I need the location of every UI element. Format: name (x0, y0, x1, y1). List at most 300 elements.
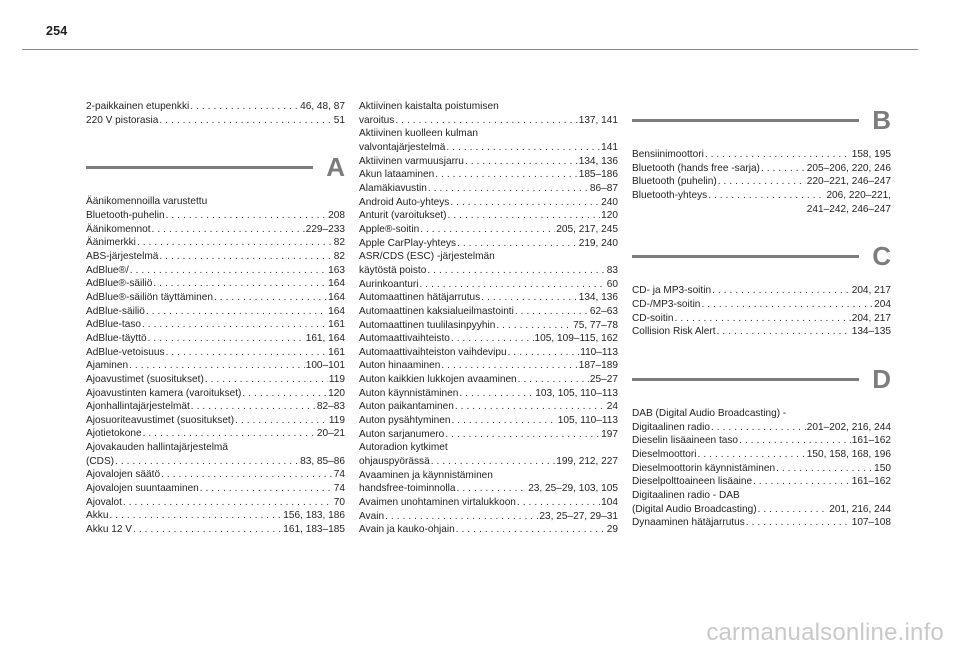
leader-dots (701, 298, 873, 312)
section-a-continued-entries (359, 100, 618, 537)
entry-pages: 23, 25–27, 29–31 (539, 510, 618, 522)
index-entry (86, 223, 345, 237)
entry-line (632, 434, 891, 448)
entry-term: 220 V pistorasia (86, 114, 159, 126)
section-d-entries (632, 407, 891, 530)
entry-term: Automaattinen kaksialueilmastointi (359, 305, 514, 317)
entry-line (632, 325, 891, 339)
entry-term: Bluetooth-yhteys (632, 189, 708, 201)
entry-term: Dieselmoottori (632, 448, 697, 460)
entry-line (359, 414, 618, 428)
entry-term: Bluetooth (puhelin) (632, 176, 717, 188)
leader-dots (428, 182, 589, 196)
entry-term: Äänikomennoilla varustettu (86, 196, 208, 208)
entry-term: Aktiivinen kuolleen kulman (359, 128, 478, 140)
entry-pages: 161 (328, 346, 345, 358)
index-entry (359, 223, 618, 237)
leader-dots (205, 373, 328, 387)
index-entry (86, 441, 345, 468)
entry-line (86, 523, 345, 537)
leader-dots (142, 318, 327, 332)
entry-term: Avain (359, 510, 385, 522)
leader-dots (129, 359, 305, 373)
entry-line (86, 250, 345, 264)
entry-pages: 161–162 (851, 435, 891, 447)
entry-pages: 82 (333, 237, 345, 249)
index-entry (359, 400, 618, 414)
entry-line (359, 305, 618, 319)
entry-pages: 74 (333, 483, 345, 495)
entry-pages: 150, 158, 168, 196 (806, 448, 891, 460)
pre-entries (86, 100, 345, 127)
entry-term: Apple CarPlay-yhteys (359, 237, 457, 249)
entry-term: (CDS) (86, 455, 115, 467)
index-entry (86, 373, 345, 387)
entry-term: AdBlue®/ (86, 264, 129, 276)
entry-term: Collision Risk Alert (632, 326, 716, 338)
entry-line (359, 373, 618, 387)
leader-dots (455, 400, 606, 414)
entry-pages: 219, 240 (578, 237, 618, 249)
entry-pages: 158, 195 (851, 149, 891, 160)
entry-term-line (359, 100, 618, 114)
index-entry (86, 400, 345, 414)
entry-pages: 199, 212, 227 (556, 456, 618, 468)
entry-pages: 82–83 (316, 401, 345, 413)
section-c-entries (632, 284, 891, 339)
index-entry (86, 346, 345, 360)
entry-pages: 20–21 (316, 428, 345, 440)
entry-line (359, 291, 618, 305)
index-entry (632, 175, 891, 189)
entry-term: Auton paikantaminen (359, 401, 454, 413)
entry-term: Auton kaikkien lukkojen avaaminen (359, 374, 517, 386)
entry-line (86, 223, 345, 237)
entry-line (86, 114, 345, 128)
entry-line (359, 510, 618, 524)
entry-pages: 24 (606, 401, 618, 413)
entry-pages: 105, 109–115, 162 (534, 333, 618, 345)
entry-term: Alamäkiavustin (359, 182, 427, 194)
entry-term: Auton käynnistäminen (359, 387, 459, 399)
leader-dots (427, 264, 605, 278)
leader-dots (517, 496, 600, 510)
entry-line (86, 209, 345, 223)
index-entry (359, 209, 618, 223)
index-entry (86, 305, 345, 319)
entry-pages: 208 (328, 209, 345, 221)
section-header-b (632, 100, 891, 140)
leader-dots (445, 428, 600, 442)
entry-line (359, 155, 618, 169)
index-entry (359, 127, 618, 154)
entry-pages: 86–87 (589, 182, 618, 194)
leader-dots (166, 209, 328, 223)
leader-dots (159, 250, 332, 264)
index-entry (86, 523, 345, 537)
entry-term-line (359, 250, 618, 264)
leader-dots (395, 114, 577, 128)
index-entry (632, 475, 891, 489)
section-rule (632, 255, 859, 258)
index-entry (359, 387, 618, 401)
entry-line (86, 455, 345, 469)
entry-term: AdBlue-taso (86, 319, 141, 331)
index-entry (86, 291, 345, 305)
entry-term: AdBlue-säiliö (86, 305, 145, 317)
entry-term: Dieselpolttoaineen lisäaine (632, 476, 753, 488)
entry-term: Aurinkoanturi (359, 278, 419, 290)
leader-dots (481, 291, 578, 305)
entry-term: Avaimen unohtaminen virtalukkoon (359, 497, 516, 509)
entry-term: Ajoavustinten kamera (varoitukset) (86, 387, 242, 399)
entry-term: Akun lataaminen (359, 169, 435, 181)
index-entry (86, 236, 345, 250)
index-column-3 (632, 100, 891, 530)
index-entry (359, 428, 618, 442)
entry-term: Anturit (varoitukset) (359, 210, 447, 222)
index-entry (632, 325, 891, 339)
entry-term: Dieselmoottorin käynnistäminen (632, 462, 776, 474)
section-letter: A (326, 152, 345, 183)
index-entry (359, 182, 618, 196)
section-letter: D (872, 363, 891, 394)
entry-term: valvontajärjestelmä (359, 141, 446, 153)
entry-line (632, 462, 891, 476)
entry-line (359, 182, 618, 196)
entry-term: Bluetooth (hands free -sarja) (632, 162, 760, 174)
entry-term: CD- ja MP3-soitin (632, 285, 712, 297)
entry-pages: 137, 141 (578, 114, 618, 126)
entry-term: ohjauspyörässä (359, 456, 430, 468)
leader-dots (441, 359, 577, 373)
entry-term: Auton sarjanumero (359, 428, 445, 440)
entry-term: Ajovalot (86, 496, 122, 508)
index-entry (359, 510, 618, 524)
index-entry (359, 332, 618, 346)
top-divider (22, 49, 918, 50)
entry-term: handsfree-toiminnolla (359, 483, 456, 495)
entry-pages: 83, 85–86 (300, 455, 345, 467)
entry-term-line (359, 441, 618, 455)
leader-dots (739, 434, 851, 448)
entry-term: Auton hinaaminen (359, 360, 441, 372)
entry-pages: 46, 48, 87 (300, 101, 345, 112)
index-column-2 (359, 100, 618, 537)
entry-line (86, 414, 345, 428)
entry-term: ABS-järjestelmä (86, 250, 159, 262)
section-rule (632, 119, 859, 122)
entry-term: CD-soitin (632, 312, 674, 324)
leader-dots (431, 455, 556, 469)
entry-pages: 100–101 (305, 360, 345, 372)
entry-line (359, 319, 618, 333)
leader-dots (152, 223, 305, 237)
index-entry (86, 509, 345, 523)
entry-pages: 107–108 (851, 517, 891, 529)
leader-dots (451, 332, 534, 346)
entry-pages: 120 (328, 387, 345, 399)
entry-line (86, 359, 345, 373)
entry-line (359, 141, 618, 155)
leader-dots (508, 346, 580, 360)
section-a-entries (86, 195, 345, 536)
leader-dots (708, 189, 825, 203)
leader-dots (746, 516, 851, 530)
entry-term: Aktiivinen varmuusjarru (359, 155, 464, 167)
entry-term: Avain ja kauko-ohjain (359, 524, 455, 536)
entry-pages: 197 (601, 428, 618, 440)
index-entry (86, 277, 345, 291)
entry-line (86, 482, 345, 496)
leader-dots (515, 305, 589, 319)
entry-line (86, 400, 345, 414)
entry-pages: 104 (601, 497, 618, 509)
entry-pages: 161, 164 (305, 332, 345, 344)
leader-dots (446, 141, 600, 155)
entry-pages: 161 (328, 319, 345, 331)
index-entry (632, 489, 891, 516)
entry-term: Apple®-soitin (359, 223, 420, 235)
index-entry (86, 468, 345, 482)
leader-dots (712, 284, 851, 298)
entry-term: Ajovalojen säätö (86, 469, 161, 481)
section-header-d (632, 359, 891, 399)
entry-pages: 185–186 (578, 169, 618, 181)
leader-dots (518, 373, 589, 387)
entry-term: Ajonhallintajärjestelmät (86, 401, 190, 413)
entry-term: Ajoavustimet (suositukset) (86, 373, 204, 385)
entry-term: Dynaaminen hätäjarrutus (632, 517, 745, 529)
leader-dots (448, 209, 601, 223)
section-header-a (86, 147, 345, 187)
section-rule (86, 166, 313, 169)
section-b-entries (632, 148, 891, 216)
entry-pages: 119 (328, 373, 345, 385)
entry-pages: 164 (328, 278, 345, 290)
index-entry (86, 427, 345, 441)
index-entry (359, 441, 618, 468)
entry-pages: 103, 105, 110–113 (535, 387, 618, 399)
entry-term: Auton pysähtyminen (359, 415, 451, 427)
index-entry (632, 448, 891, 462)
entry-term: Android Auto-yhteys (359, 196, 450, 208)
leader-dots (718, 175, 806, 189)
entry-pages: 119 (328, 414, 345, 426)
index-entry (86, 114, 345, 128)
index-entry (632, 148, 891, 162)
entry-term-line (632, 407, 891, 421)
entry-line (632, 284, 891, 298)
entry-term: Dieselin lisäaineen taso (632, 435, 739, 447)
entry-term-line (86, 441, 345, 455)
leader-dots (451, 414, 556, 428)
leader-dots (166, 346, 328, 360)
entry-line (86, 332, 345, 346)
leader-dots (776, 462, 873, 476)
entry-line (359, 359, 618, 373)
entry-term: Automaattivaihteiston vaihdevipu (359, 346, 507, 358)
entry-pages: 29 (606, 524, 618, 536)
leader-dots (450, 196, 600, 210)
index-entry (632, 462, 891, 476)
entry-line (359, 223, 618, 237)
entry-term: Autoradion kytkimet (359, 442, 448, 454)
entry-line (86, 291, 345, 305)
entry-line (359, 387, 618, 401)
entry-line (632, 503, 891, 517)
entry-pages: 60 (606, 278, 618, 290)
entry-term-line (632, 489, 891, 503)
leader-dots (214, 291, 327, 305)
entry-line (359, 114, 618, 128)
entry-line (632, 516, 891, 530)
entry-pages: 164 (328, 291, 345, 303)
entry-pages: 74 (333, 469, 345, 481)
entry-pages: 150 (874, 462, 891, 474)
leader-dots (459, 387, 534, 401)
entry-line (632, 148, 891, 162)
index-entry (359, 469, 618, 496)
entry-line (632, 189, 891, 203)
leader-dots (200, 482, 333, 496)
leader-dots (159, 114, 332, 128)
entry-term: Digitaalinen radio - DAB (632, 489, 740, 501)
entry-term-line (86, 195, 345, 209)
entry-term: Automaattinen hätäjarrutus (359, 292, 481, 304)
leader-dots (242, 387, 327, 401)
entry-line (359, 237, 618, 251)
entry-line (86, 100, 345, 114)
entry-pages-continued: 241–242, 246–247 (806, 203, 891, 215)
entry-line (632, 421, 891, 435)
index-entry (359, 346, 618, 360)
entry-term: ASR/CDS (ESC) -järjestelmän (359, 251, 495, 263)
index-entry (359, 250, 618, 277)
leader-dots (190, 100, 299, 114)
entry-term: 2-paikkainen etupenkki (86, 101, 190, 112)
leader-dots (711, 421, 806, 435)
index-entry (359, 305, 618, 319)
entry-term: Äänimerkki (86, 237, 136, 249)
index-entry (86, 414, 345, 428)
index-entry (359, 196, 618, 210)
entry-line (359, 523, 618, 537)
leader-dots (435, 168, 578, 182)
entry-line (359, 196, 618, 210)
entry-line (359, 332, 618, 346)
entry-line (86, 277, 345, 291)
entry-pages: 206, 220–221, (826, 189, 891, 201)
entry-term-line (359, 127, 618, 141)
leader-dots (137, 236, 333, 250)
leader-dots (456, 523, 606, 537)
entry-pages: 110–113 (580, 346, 618, 358)
entry-line (86, 346, 345, 360)
entry-term: Ajosuoriteavustimet (suositukset) (86, 414, 235, 426)
leader-dots (109, 509, 282, 523)
entry-pages: 161, 183–185 (283, 524, 345, 536)
entry-term: varoitus (359, 114, 395, 126)
entry-pages: 187–189 (578, 360, 618, 372)
leader-dots (130, 264, 327, 278)
entry-term: Ajovalojen suuntaaminen (86, 483, 199, 495)
leader-dots (148, 332, 305, 346)
entry-line (86, 387, 345, 401)
index-entry (359, 359, 618, 373)
entry-term: DAB (Digital Audio Broadcasting) - (632, 407, 787, 419)
entry-line (86, 427, 345, 441)
index-entry (359, 100, 618, 127)
section-header-c (632, 236, 891, 276)
entry-line (359, 168, 618, 182)
entry-pages: 120 (601, 210, 618, 222)
entry-pages: 204, 217 (851, 285, 891, 297)
index-entry (632, 189, 891, 216)
index-entry (359, 319, 618, 333)
leader-dots (698, 448, 806, 462)
index-entry (632, 516, 891, 530)
index-entry (359, 496, 618, 510)
entry-line (359, 209, 618, 223)
entry-pages: 83 (606, 264, 618, 276)
leader-dots (675, 312, 851, 326)
entry-term: AdBlue®-säiliö (86, 278, 153, 290)
entry-pages: 75, 77–78 (573, 319, 618, 331)
entry-term: (Digital Audio Broadcasting) (632, 503, 757, 515)
entry-pages: 205–206, 220, 246 (806, 162, 891, 174)
entry-line (86, 264, 345, 278)
leader-dots (457, 237, 578, 251)
leader-dots (457, 482, 528, 496)
entry-pages: 25–27 (589, 374, 618, 386)
entry-pages: 229–233 (305, 223, 345, 235)
entry-line (359, 428, 618, 442)
section-letter: B (872, 105, 891, 135)
index-entry (86, 332, 345, 346)
entry-pages: 201, 216, 244 (829, 503, 891, 515)
index-entry (359, 523, 618, 537)
index-entry (632, 434, 891, 448)
index-entry (359, 373, 618, 387)
leader-dots (496, 319, 572, 333)
entry-pages: 134, 136 (578, 292, 618, 304)
entry-line (359, 346, 618, 360)
index-entry (359, 291, 618, 305)
index-entry (86, 195, 345, 222)
entry-pages: 134, 136 (578, 155, 618, 167)
entry-pages: 51 (333, 114, 345, 126)
entry-line (359, 496, 618, 510)
leader-dots (161, 468, 333, 482)
entry-pages: 134–135 (851, 326, 891, 338)
leader-dots (133, 523, 282, 537)
entry-line (632, 475, 891, 489)
leader-dots (146, 305, 327, 319)
entry-pages: 62–63 (589, 305, 618, 317)
entry-line (86, 305, 345, 319)
entry-term: Ajaminen (86, 360, 129, 372)
index-entry (86, 100, 345, 114)
index-entry (359, 237, 618, 251)
index-entry (632, 162, 891, 176)
entry-line (86, 468, 345, 482)
entry-term: Digitaalinen radio (632, 421, 710, 433)
entry-pages: 204, 217 (851, 312, 891, 324)
entry-line (86, 373, 345, 387)
entry-term: AdBlue®-säiliön täyttäminen (86, 291, 213, 303)
entry-term: Automaattivaihteisto (359, 333, 450, 345)
